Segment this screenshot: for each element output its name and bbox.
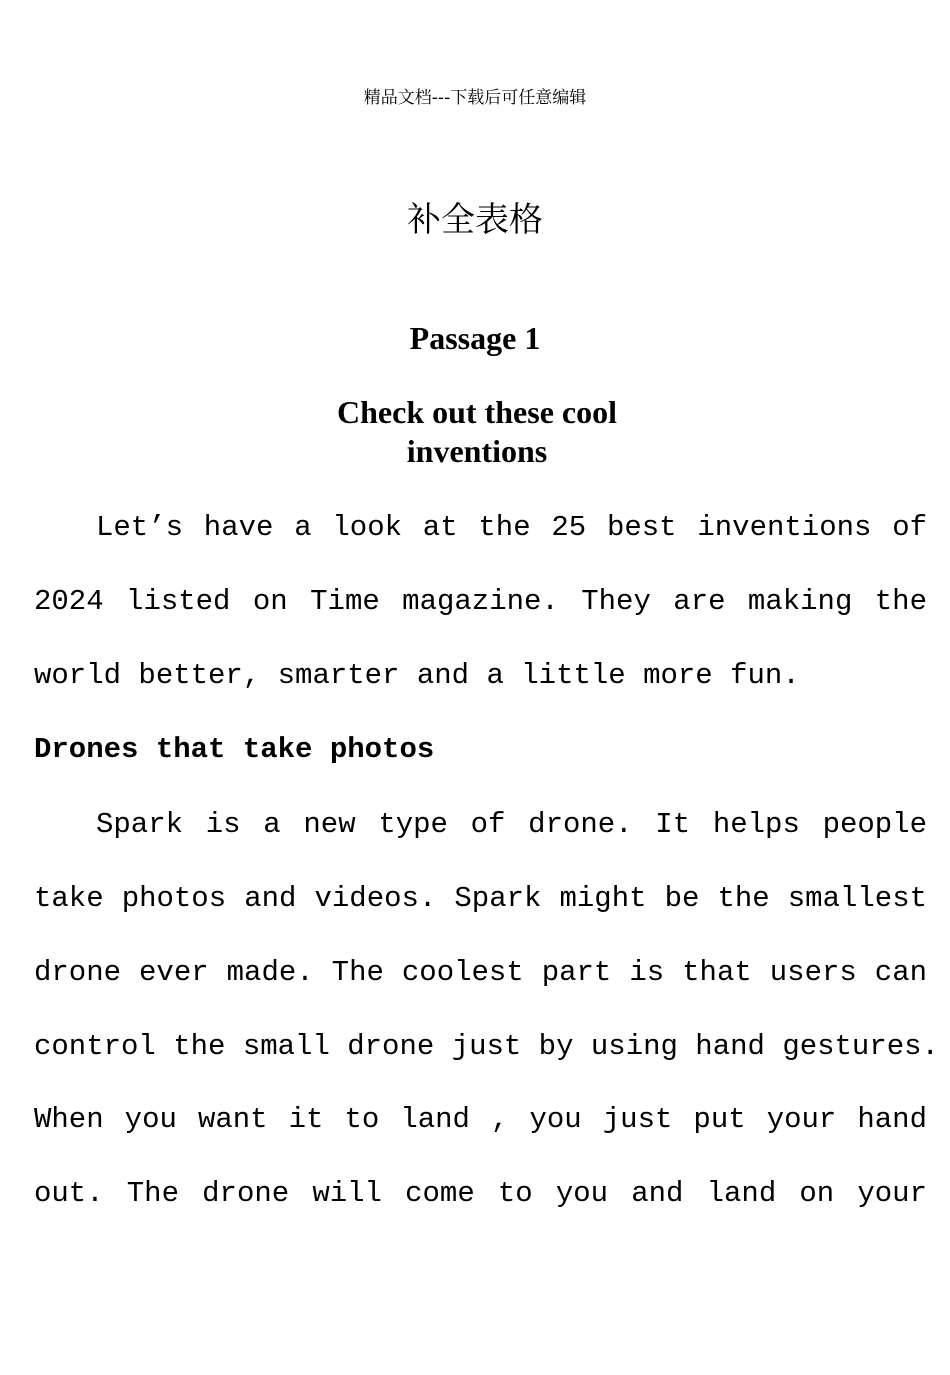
section-line-6: out. The drone will come to you and land on your (34, 1177, 927, 1210)
section-line-2: take photos and videos. Spark might be the smallest (34, 882, 927, 915)
section-line-3: drone ever made. The coolest part is that users can (34, 956, 927, 989)
intro-line-3: world better, smarter and a little more fun. (34, 659, 800, 692)
section-line-5: When you want it to land , you just put your hand (34, 1103, 927, 1136)
section-line-1: Spark is a new type of drone. It helps people (96, 808, 927, 841)
header-note: 精品文档---下载后可任意编辑 (363, 88, 587, 108)
intro-line-1: Let’s have a look at the 25 best inventions of (96, 511, 927, 544)
passage-heading-line-2: inventions (406, 433, 548, 469)
passage-heading-line-1: Check out these cool (337, 394, 617, 430)
passage-heading (0, 393, 950, 471)
intro-line-2: 2024 listed on Time magazine. They are making the (34, 585, 927, 618)
section-heading: Drones that take photos (34, 733, 435, 766)
document-title: 补全表格 (407, 200, 543, 240)
passage-label: Passage 1 (409, 320, 541, 356)
section-line-4: control the small drone just by using hand gestures. (34, 1030, 939, 1063)
